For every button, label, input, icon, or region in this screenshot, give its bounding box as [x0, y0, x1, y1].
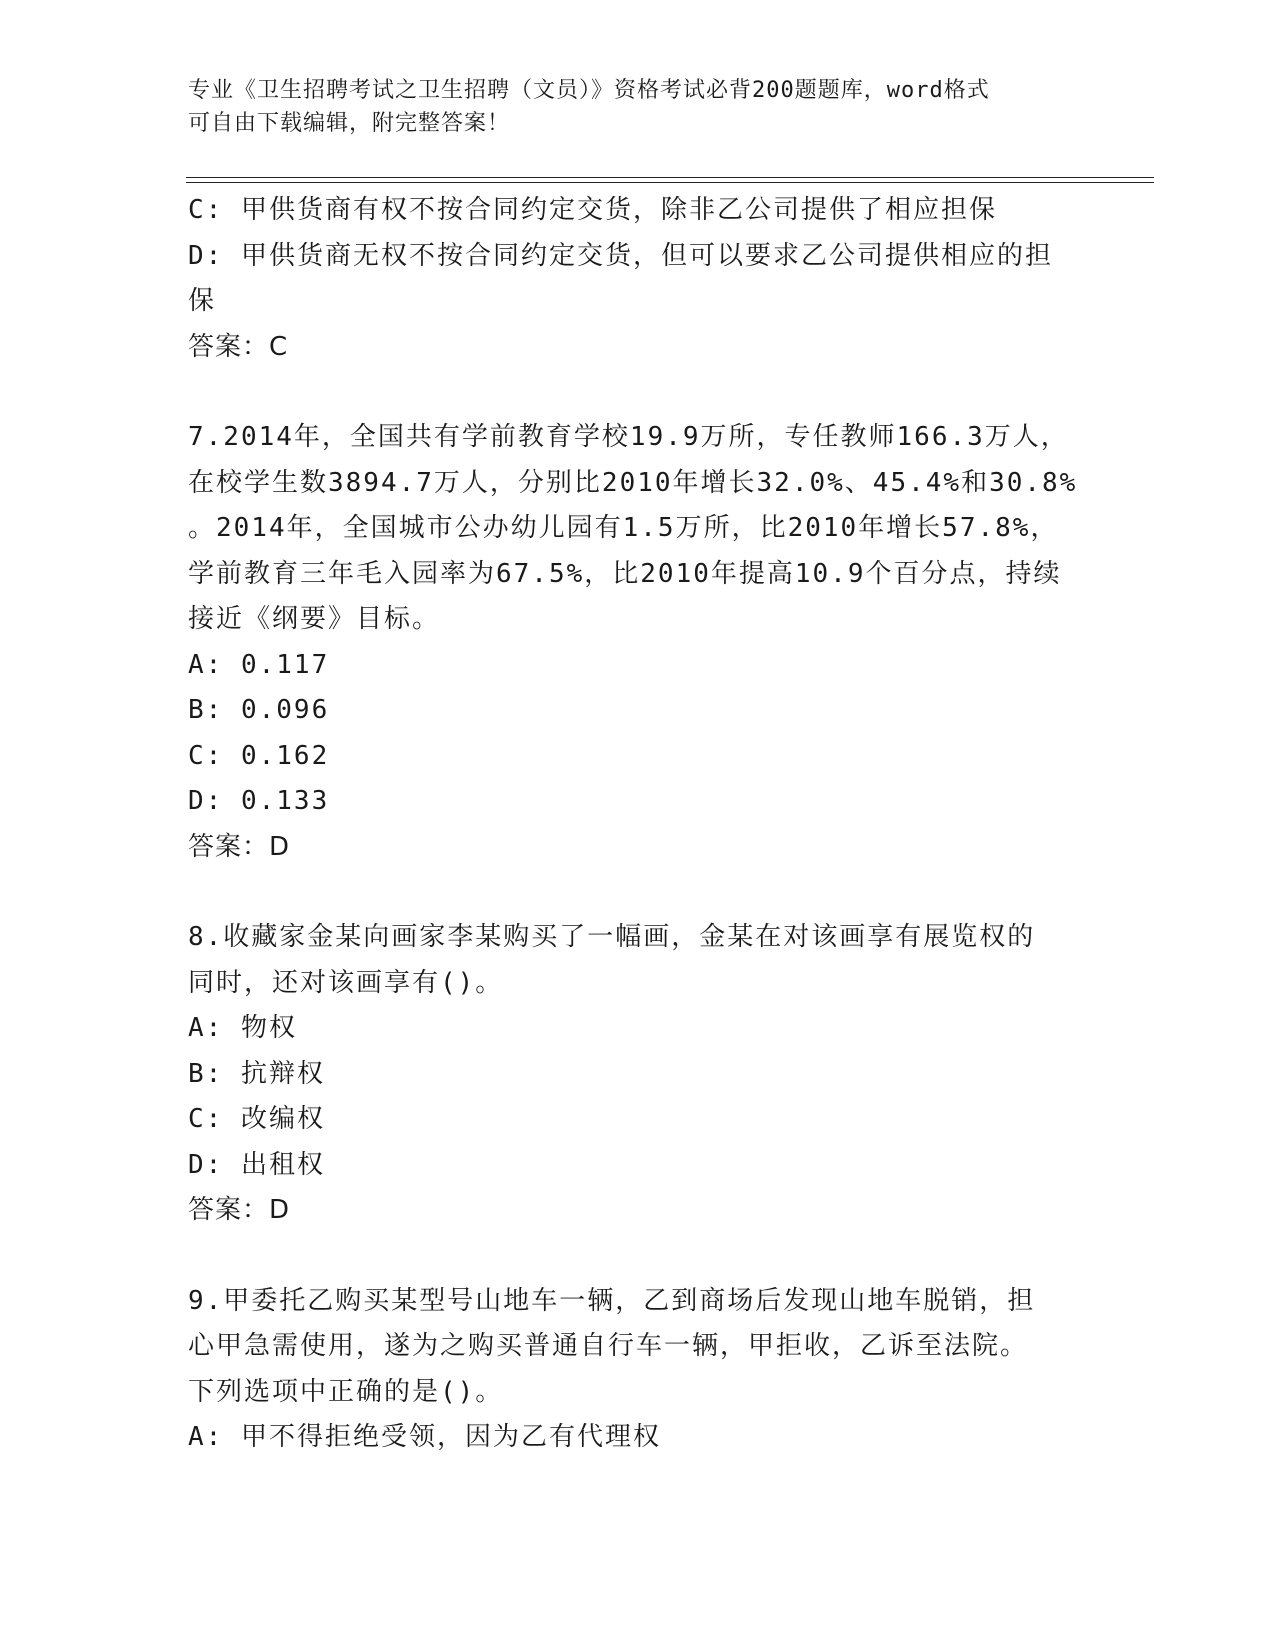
question-6-continued	[188, 188, 1088, 370]
question-stem: 7.2014年，全国共有学前教育学校19.9万所，专任教师166.3万人，	[188, 422, 1069, 452]
question-7	[188, 415, 1088, 870]
header-title-line-1: 专业《卫生招聘考试之卫生招聘（文员）》资格考试必背200题题库，word格式	[188, 78, 990, 103]
option-d: D: 0.133	[188, 786, 330, 816]
option-c: C: 改编权	[188, 1104, 325, 1134]
option-c: C: 甲供货商有权不按合同约定交货，除非乙公司提供了相应担保	[188, 195, 997, 225]
document-header	[188, 74, 1088, 140]
document-body	[188, 188, 1088, 1461]
answer: 答案：D	[188, 831, 291, 862]
question-stem: 接近《纲要》目标。	[188, 604, 441, 634]
header-divider-top	[186, 177, 1154, 178]
question-9	[188, 1279, 1088, 1461]
question-stem: 心甲急需使用，遂为之购买普通自行车一辆，甲拒收，乙诉至法院。	[188, 1331, 1029, 1361]
question-stem: 8.收藏家金某向画家李某购买了一幅画，金某在对该画享有展览权的	[188, 922, 1036, 952]
question-stem: 下列选项中正确的是()。	[188, 1376, 504, 1407]
answer: 答案：D	[188, 1195, 291, 1225]
option-b: B: 抗辩权	[188, 1058, 325, 1089]
option-b: B: 0.096	[188, 695, 330, 725]
option-d: D: 甲供货商无权不按合同约定交货，但可以要求乙公司提供相应的担	[188, 240, 1053, 271]
option-a: A: 甲不得拒绝受领，因为乙有代理权	[188, 1422, 661, 1452]
header-divider-bottom	[186, 182, 1154, 183]
question-stem: 。2014年，全国城市公办幼儿园有1.5万所，比2010年增长57.8%，	[188, 513, 1059, 543]
option-c: C: 0.162	[188, 740, 330, 771]
question-stem: 同时，还对该画享有()。	[188, 967, 504, 998]
question-stem: 学前教育三年毛入园率为67.5%，比2010年提高10.9个百分点，持续	[188, 558, 1062, 589]
option-d: D: 出租权	[188, 1149, 325, 1180]
option-a: A: 0.117	[188, 649, 330, 680]
question-8	[188, 915, 1088, 1234]
option-a: A: 物权	[188, 1013, 297, 1043]
spacer	[188, 870, 1088, 915]
question-stem: 在校学生数3894.7万人，分别比2010年增长32.0%、45.4%和30.8%	[188, 467, 1078, 498]
option-d-continued: 保	[188, 286, 217, 316]
header-title-line-2: 可自由下载编辑，附完整答案！	[188, 111, 511, 136]
spacer	[188, 370, 1088, 415]
question-stem: 9.甲委托乙购买某型号山地车一辆，乙到商场后发现山地车脱销，担	[188, 1285, 1036, 1316]
spacer	[188, 1234, 1088, 1279]
answer: 答案：C	[188, 331, 289, 362]
